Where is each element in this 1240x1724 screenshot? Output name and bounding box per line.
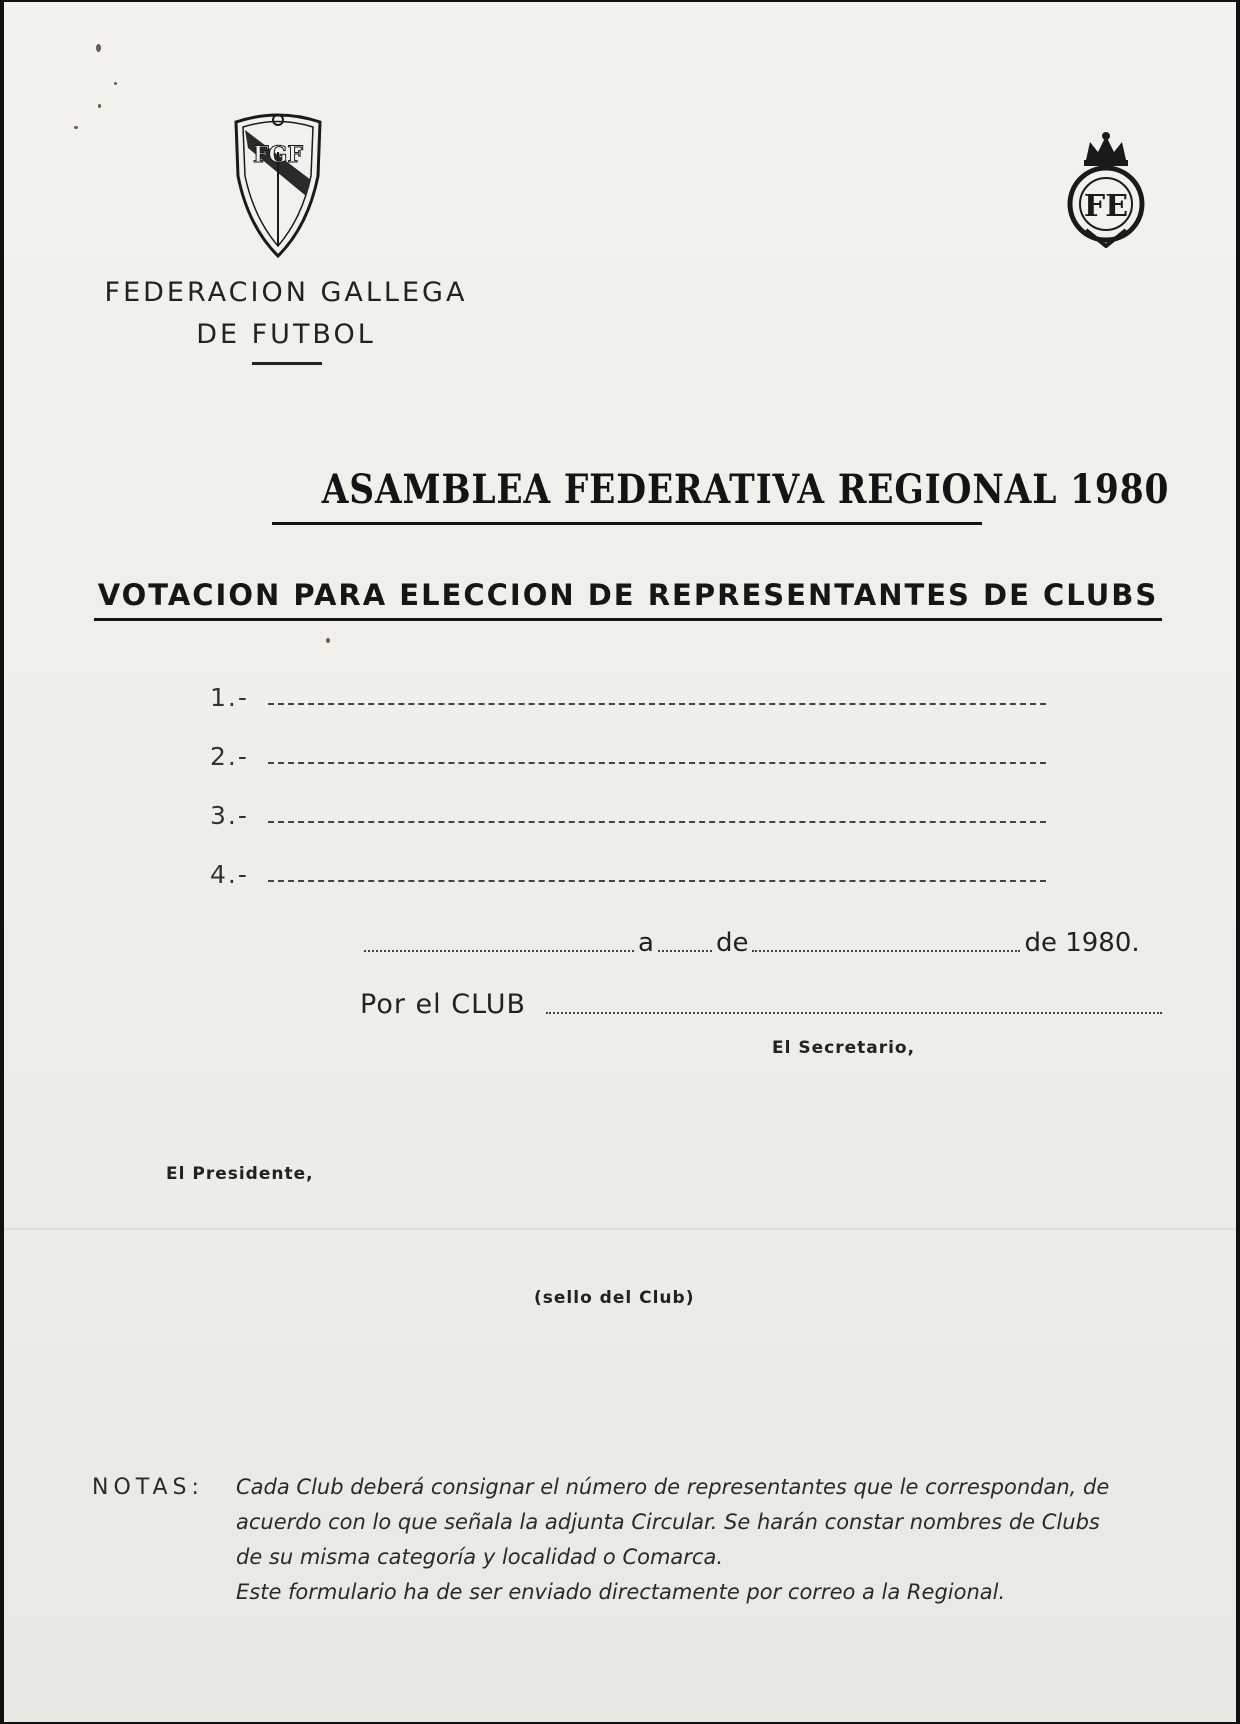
paper-speck xyxy=(98,104,101,108)
representative-entry-4[interactable] xyxy=(210,855,1046,889)
svg-text:FE: FE xyxy=(1083,189,1129,224)
notes-line: de su misma categoría y localidad o Comarca. xyxy=(236,1545,723,1569)
club-label: Por el CLUB xyxy=(360,989,527,1020)
club-name-field[interactable] xyxy=(546,1012,1162,1014)
federation-underline xyxy=(252,362,322,365)
president-label: El Presidente, xyxy=(166,1164,314,1184)
entry-number: 2.- xyxy=(210,742,249,771)
entry-dotted-line[interactable] xyxy=(268,821,1046,823)
representative-entry-1[interactable] xyxy=(210,678,1046,712)
notes-line: acuerdo con lo que señala la adjunta Circular. Se harán constar nombres de Clubs xyxy=(236,1510,1100,1534)
notes-line: Este formulario ha de ser enviado directamente por correo a la Regional. xyxy=(236,1580,1006,1604)
gallega-shield-icon xyxy=(230,110,326,260)
notes-line: Cada Club deberá consignar el número de representantes que le correspondan, de xyxy=(236,1475,1110,1499)
entry-number: 1.- xyxy=(210,683,249,712)
entry-number: 4.- xyxy=(210,860,249,889)
entry-dotted-line[interactable] xyxy=(268,762,1046,764)
representative-entry-3[interactable] xyxy=(210,796,1046,830)
paper-speck xyxy=(326,638,330,643)
federation-name-line1: FEDERACION GALLEGA xyxy=(104,277,468,308)
date-word-a: a xyxy=(638,928,654,958)
place-field[interactable] xyxy=(364,950,634,952)
document-title: ASAMBLEA FEDERATIVA REGIONAL 1980 xyxy=(321,466,1170,513)
month-field[interactable] xyxy=(752,950,1020,952)
title-underline xyxy=(272,522,982,525)
paper-speck xyxy=(74,126,78,129)
federation-name-line2: DE FUTBOL xyxy=(196,319,376,350)
entry-dotted-line[interactable] xyxy=(268,703,1046,705)
paper-speck xyxy=(114,82,117,85)
date-year: de 1980. xyxy=(1024,928,1140,958)
paper-speck xyxy=(96,44,101,52)
paper-fold xyxy=(4,1228,1236,1230)
day-field[interactable] xyxy=(658,950,712,952)
royal-crown-crest-icon xyxy=(1064,130,1148,248)
date-line xyxy=(364,922,1164,958)
svg-text:FGF: FGF xyxy=(252,142,304,168)
notes-text xyxy=(236,1470,1170,1610)
entry-number: 3.- xyxy=(210,801,249,830)
subtitle-underline xyxy=(94,618,1162,621)
representative-entry-2[interactable] xyxy=(210,737,1046,771)
notes-label: NOTAS: xyxy=(92,1475,204,1500)
club-stamp-label: (sello del Club) xyxy=(534,1288,695,1308)
federation-name xyxy=(96,272,476,356)
date-word-de: de xyxy=(715,928,749,958)
document-subtitle: VOTACION PARA ELECCION DE REPRESENTANTES DE CLUBS xyxy=(97,578,1159,612)
entry-dotted-line[interactable] xyxy=(268,880,1046,882)
form-page xyxy=(4,2,1236,1722)
secretary-label: El Secretario, xyxy=(772,1038,916,1058)
club-line xyxy=(360,982,1162,1020)
